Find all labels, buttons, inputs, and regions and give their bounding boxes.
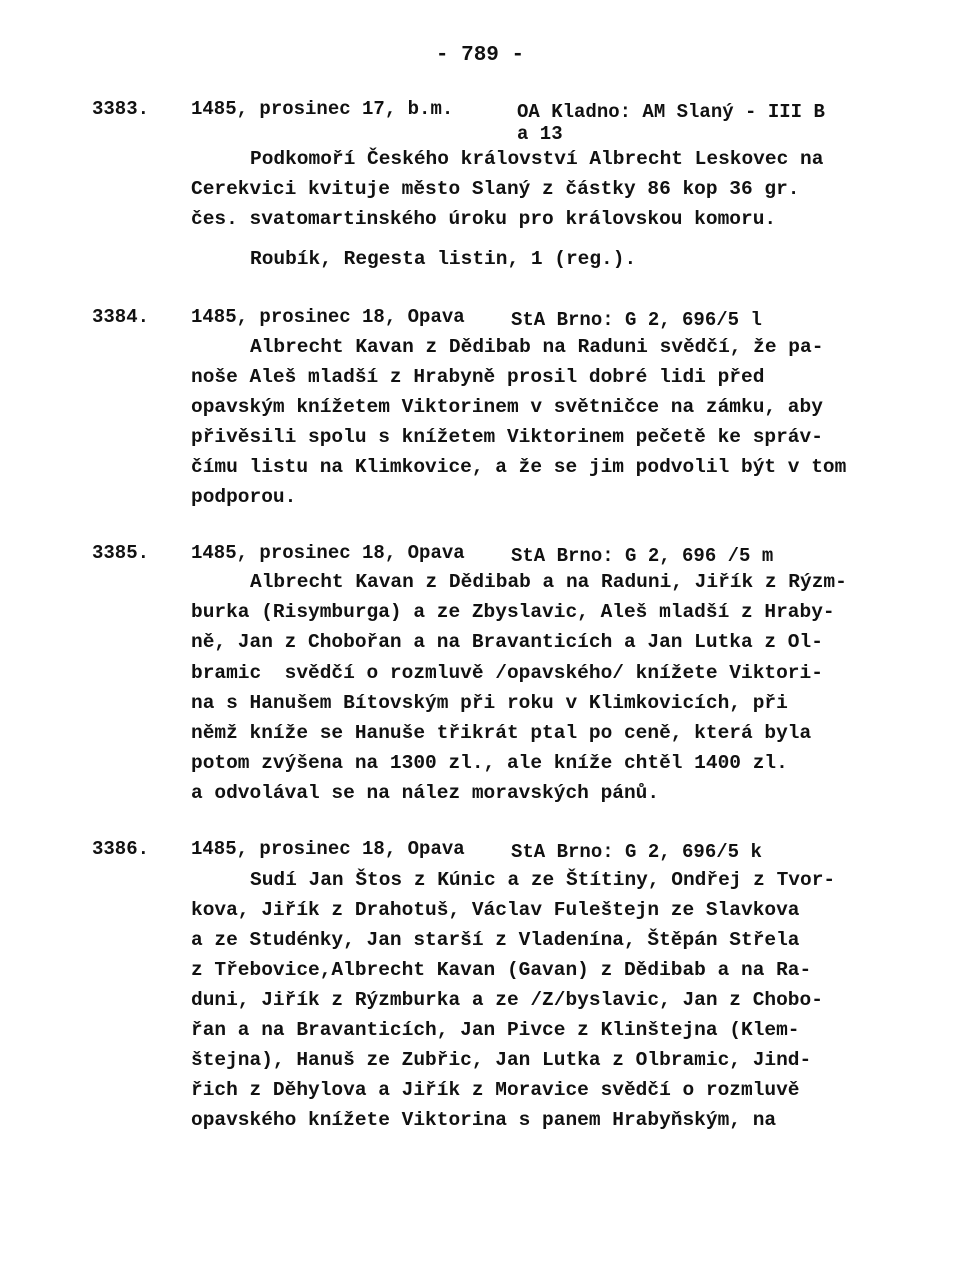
text-line: opavským knížetem Viktorinem v světničce na zámku, aby [191,396,823,418]
text-line: bramic svědčí o rozmluvě /opavského/ knížete Viktori- [191,662,823,684]
entry-number: 3386. [92,838,150,860]
text-line: na s Hanušem Bítovským při roku v Klimkovicích, při [191,692,788,714]
text-line: Cerekvici kvituje město Slaný z částky 86 kop 36 gr. [191,178,800,200]
text-line: a odvolával se na nález moravských pánů. [191,782,660,804]
text-line: Albrecht Kavan z Dědibab na Raduni svědčí, že pa- [250,336,824,358]
entry-date-place: 1485, prosinec 18, Opava [191,542,465,564]
text-line: ně, Jan z Chobořan a na Bravanticích a Jan Lutka z Ol- [191,631,823,653]
text-line: Podkomoří Českého království Albrecht Leskovec na [250,148,824,170]
text-line: Albrecht Kavan z Dědibab a na Raduni, Jiřík z Rýzm- [250,571,847,593]
text-line: řich z Děhylova a Jiřík z Moravice svědčí o rozmluvě [191,1079,800,1101]
text-line: noše Aleš mladší z Hrabyně prosil dobré lidi před [191,366,765,388]
entry-date-place: 1485, prosinec 17, b.m. [191,98,454,120]
entry-archive-source: OA Kladno: AM Slaný - III B [517,101,825,123]
text-line: duni, Jiřík z Rýzmburka a ze /Z/byslavic, Jan z Chobo- [191,989,823,1011]
entry-number: 3384. [92,306,150,328]
text-line: kova, Jiřík z Drahotuš, Václav Fuleštejn ze Slavkova [191,899,800,921]
text-line: čímu listu na Klimkovice, a že se jim podvolil být v tom [191,456,847,478]
text-line: a ze Studénky, Jan starší z Vladenína, Štěpán Střela [191,929,800,951]
text-line: němž kníže se Hanuše třikrát ptal po ceně, která byla [191,722,812,744]
text-line: přivěsili spolu s knížetem Viktorinem pečetě ke správ- [191,426,823,448]
text-line: štejna), Hanuš ze Zubřic, Jan Lutka z Olbramic, Jind- [191,1049,812,1071]
entry-literature-reference: Roubík, Regesta listin, 1 (reg.). [250,248,637,270]
page-number: - 789 - [435,44,525,67]
entry-date-place: 1485, prosinec 18, Opava [191,306,465,328]
entry-date-place: 1485, prosinec 18, Opava [191,838,465,860]
text-line: burka (Risymburga) a ze Zbyslavic, Aleš mladší z Hraby- [191,601,835,623]
text-line: Sudí Jan Štos z Kúnic a ze Štítiny, Ondřej z Tvor- [250,869,836,891]
entry-number: 3383. [92,98,150,120]
text-line: podporou. [191,486,297,508]
text-line: čes. svatomartinského úroku pro královskou komoru. [191,208,777,230]
text-line: řan a na Bravanticích, Jan Pivce z Klinštejna (Klem- [191,1019,800,1041]
text-line: potom zvýšena na 1300 zl., ale kníže chtěl 1400 zl. [191,752,788,774]
text-line: z Třebovice,Albrecht Kavan (Gavan) z Dědibab a na Ra- [191,959,812,981]
entry-archive-source: StA Brno: G 2, 696/5 k [511,841,762,863]
entry-archive-source-cont: a 13 [517,123,563,145]
entry-archive-source: StA Brno: G 2, 696/5 l [511,309,762,331]
entry-archive-source: StA Brno: G 2, 696 /5 m [511,545,774,567]
entry-number: 3385. [92,542,150,564]
text-line: opavského knížete Viktorina s panem Hrabyňským, na [191,1109,777,1131]
